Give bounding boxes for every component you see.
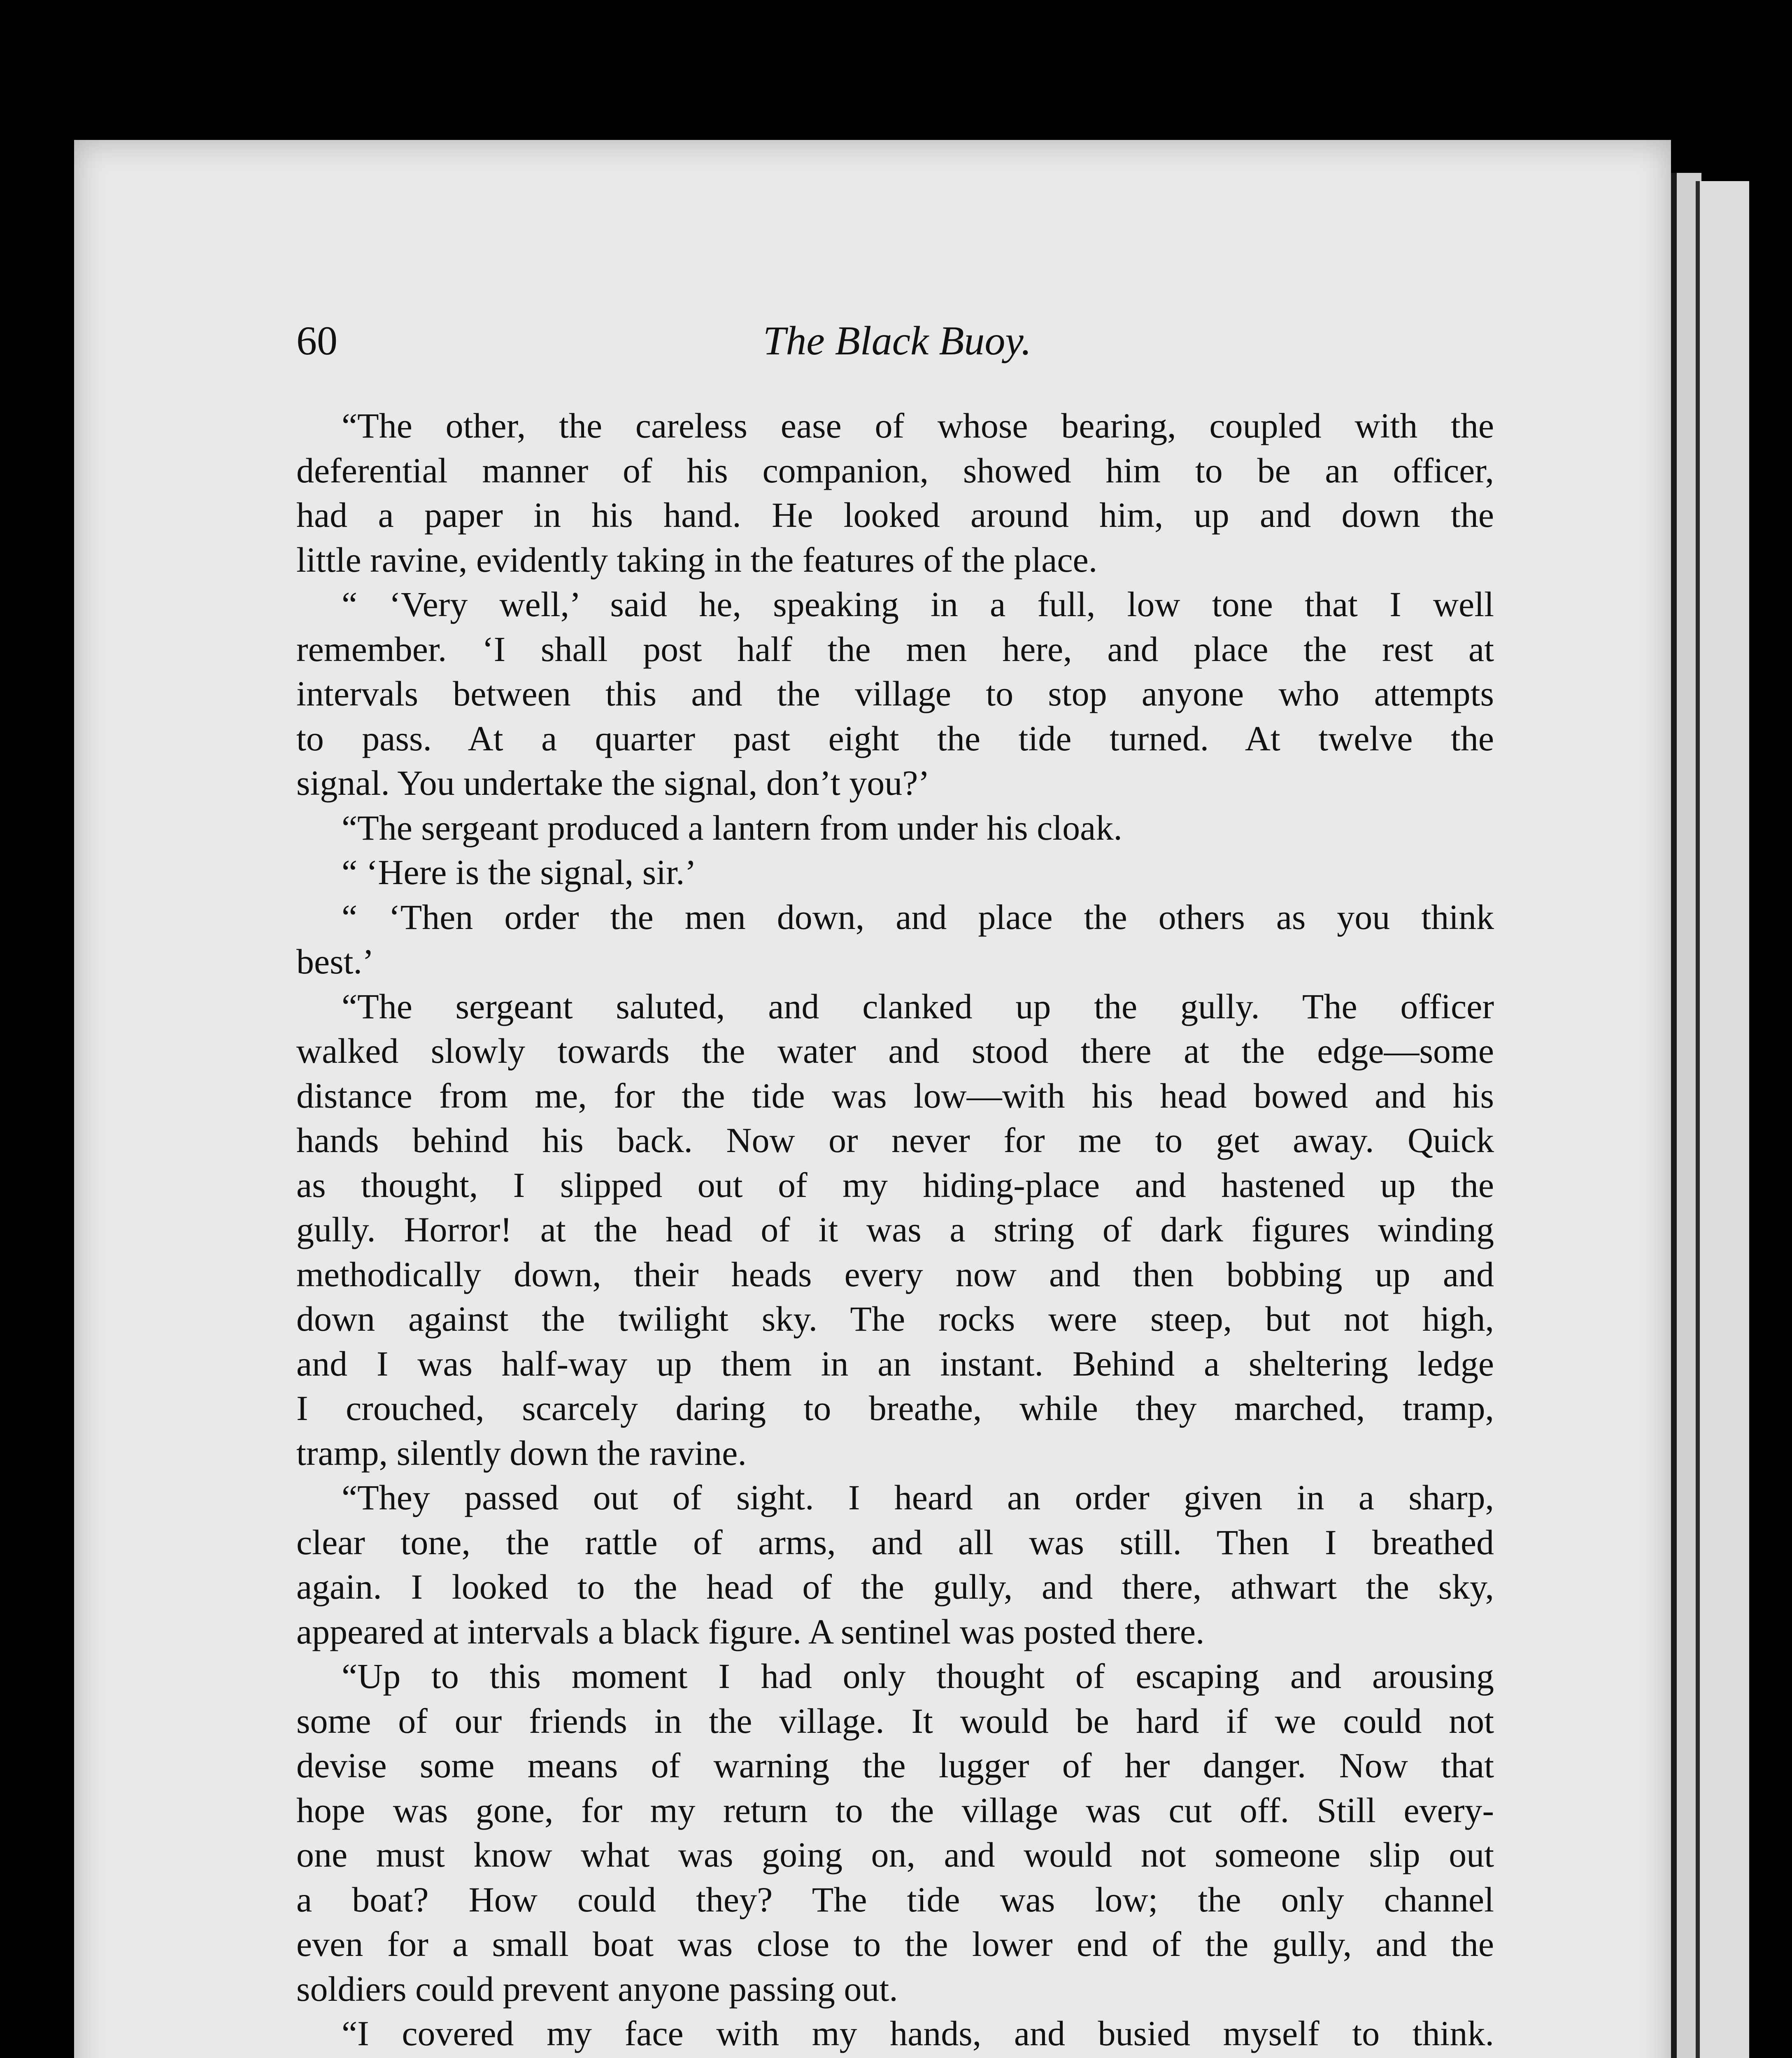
page-number: 60 (296, 318, 337, 363)
text-line: appeared at intervals a black figure. A sentinel was posted there. (296, 1611, 1205, 1651)
text-line: a boat? How could they? The tide was low; the only channel (296, 1879, 1494, 1919)
text-line: intervals between this and the village to stop anyone who attempts (296, 674, 1494, 713)
text-line: had a paper in his hand. He looked around him, up and down the (296, 495, 1494, 535)
text-line: as thought, I slipped out of my hiding-place and hastened up the (296, 1165, 1494, 1205)
text-line: “The other, the careless ease of whose bearing, coupled with the (342, 406, 1494, 445)
text-line: distance from me, for the tide was low—with his head bowed and his (296, 1076, 1494, 1115)
text-line: clear tone, the rattle of arms, and all was still. Then I breathed (296, 1522, 1494, 1562)
text-line: walked slowly towards the water and stood there at the edge—some (296, 1031, 1494, 1071)
text-line: hope was gone, for my return to the village was cut off. Still every- (296, 1790, 1494, 1830)
text-line: “ ‘Then order the men down, and place the others as you think (342, 897, 1494, 937)
text-line: gully. Horror! at the head of it was a string of dark figures winding (296, 1210, 1494, 1249)
text-line: some of our friends in the village. It would be hard if we could not (296, 1701, 1494, 1741)
text-line: even for a small boat was close to the lower end of the gully, and the (296, 1924, 1494, 1964)
text-line: and I was half-way up them in an instant. Behind a sheltering ledge (296, 1343, 1494, 1383)
text-line: devise some means of warning the lugger of her danger. Now that (296, 1746, 1494, 1785)
body-text (296, 403, 1494, 2058)
text-line: “I covered my face with my hands, and busied myself to think. (342, 2014, 1494, 2053)
text-line: signal. You undertake the signal, don’t you?’ (296, 763, 930, 803)
text-line: hands behind his back. Now or never for me to get away. Quick (296, 1120, 1494, 1160)
text-line: deferential manner of his companion, showed him to be an officer, (296, 450, 1494, 490)
running-head (296, 317, 1498, 370)
text-line: I crouched, scarcely daring to breathe, while they marched, tramp, (296, 1388, 1494, 1428)
book-title: The Black Buoy. (763, 318, 1032, 363)
text-line (296, 2056, 1494, 2058)
text-line: “They passed out of sight. I heard an order given in a sharp, (342, 1478, 1494, 1517)
text-line: “ ‘Here is the signal, sir.’ (342, 852, 697, 892)
text-line: best.’ (296, 942, 374, 981)
text-line: little ravine, evidently taking in the features of the place. (296, 540, 1098, 580)
text-line: “The sergeant saluted, and clanked up the gully. The officer (342, 986, 1494, 1026)
next-page-edge (1696, 181, 1749, 2058)
text-line: down against the twilight sky. The rocks were steep, but not high, (296, 1299, 1494, 1339)
text-line: “Up to this moment I had only thought of escaping and arousing (342, 1656, 1494, 1696)
text-line: methodically down, their heads every now and then bobbing up and (296, 1254, 1494, 1294)
text-line: soldiers could prevent anyone passing out. (296, 1969, 898, 2009)
text-line: “ ‘Very well,’ said he, speaking in a full, low tone that I well (342, 584, 1494, 624)
text-line: remember. ‘I shall post half the men here, and place the rest at (296, 629, 1494, 669)
text-line: “The sergeant produced a lantern from under his cloak. (342, 808, 1122, 847)
text-line: one must know what was going on, and would not someone slip out (296, 1835, 1494, 1874)
text-line: tramp, silently down the ravine. (296, 1433, 747, 1473)
text-line: again. I looked to the head of the gully, and there, athwart the sky, (296, 1567, 1494, 1606)
text-line: to pass. At a quarter past eight the tide turned. At twelve the (296, 718, 1494, 758)
